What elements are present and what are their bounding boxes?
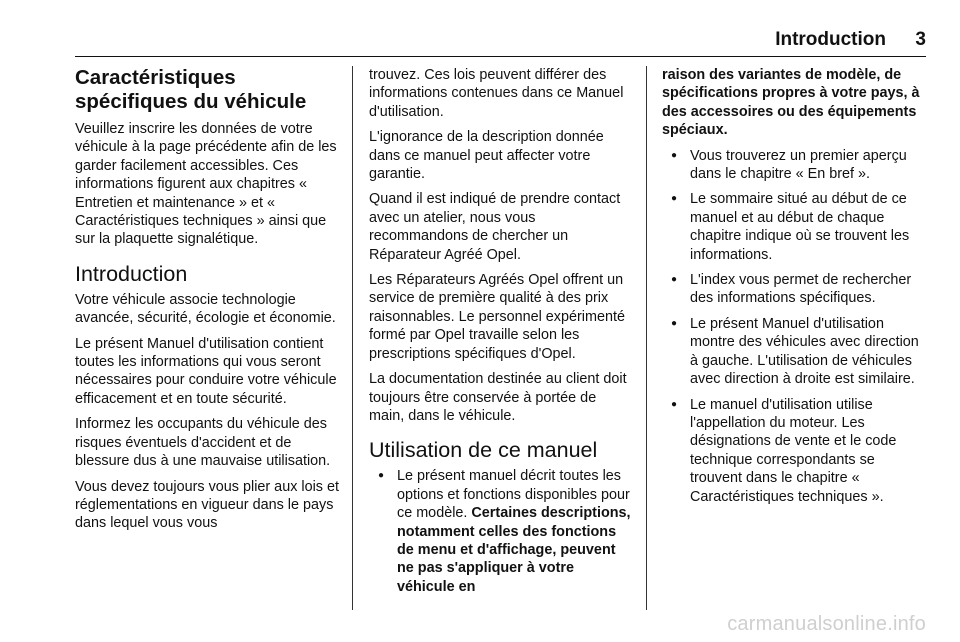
list-item: ● Le présent Manuel d'utilisation montre des véhicules avec direction à gauche. L'utilisation de véhicules avec direction à droite est similaire. [662,315,928,389]
paragraph: La documentation destinée au client doit toujours être conservée à portée de main, dans le véhicule. [369,371,627,424]
bullet-text-bold: Certaines descriptions, notamment celles des fonctions de menu et d'affichage, peuvent ne pas s'appliquer à votre véhicule en [397,505,631,595]
column-middle [369,66,635,603]
bullet-text: Le présent manuel décrit toutes les options et fonctions disponibles pour ce modèle. [397,468,630,522]
paragraph: Informez les occupants du véhicule des risques éventuels d'accident et de blessure dus à une mauvaise utilisation. [75,416,331,470]
running-title: Introduction [775,29,886,50]
list-item: ● Le sommaire situé au début de ce manuel et au début de chaque chapitre indique où se trouvent les informations. [662,190,928,264]
paragraph: Le présent Manuel d'utilisation contient toutes les informations qui vous seront nécessaires pour conduire votre véhicule efficacement et en toute sécurité. [75,335,337,407]
heading-caracteristiques: Caractéristiques spécifiques du véhicule [75,66,307,113]
column-divider [352,66,353,610]
header-rule [75,56,926,57]
column-divider [646,66,647,610]
paragraph: Veuillez inscrire les données de votre véhicule à la page précédente afin de les garder facilement accessibles. Ces informations figurent aux chapitres « Entretien et maintenance » et « Caractéristiques techniques » ainsi que sur la plaquette signalétique. [75,121,337,248]
column-left [75,66,341,540]
heading-utilisation: Utilisation de ce manuel [369,438,598,463]
paragraph: trouvez. Ces lois peuvent différer des informations contenues dans ce Manuel d'utilisation. [369,67,624,120]
page-number: 3 [915,29,926,50]
list-item [369,467,635,596]
paragraph: Votre véhicule associe technologie avancée, sécurité, écologie et économie. [75,291,336,327]
bullet-list [662,147,928,506]
paragraph: Les Réparateurs Agréés Opel offrent un service de première qualité à des prix raisonnables. Le personnel expérimenté formé par Opel travaille selon les prescriptions spécifiques d'Opel. [369,272,625,362]
list-item: ● Le manuel d'utilisation utilise l'appellation du moteur. Les désignations de vente et le code technique correspondants se trouvent dans le chapitre « Caractéristiques techniques ». [662,396,928,506]
list-item: ● L'index vous permet de rechercher des informations spécifiques. [662,271,928,308]
paragraph: Vous devez toujours vous plier aux lois et réglementations en vigueur dans le pays dans lequel vous vous [75,478,339,532]
paragraph: L'ignorance de la description donnée dans ce manuel peut affecter votre garantie. [369,129,604,183]
page-header [75,26,926,54]
bullet-list [369,467,635,596]
watermark: carmanualsonline.info [727,613,926,635]
heading-introduction: Introduction [75,261,188,286]
bullet-continuation: raison des variantes de modèle, de spécifications propres à votre pays, à des accessoires ou des équipements spéciaux. [662,67,920,139]
column-right [662,66,928,513]
list-item: ● Vous trouverez un premier aperçu dans le chapitre « En bref ». [662,147,928,184]
paragraph: Quand il est indiqué de prendre contact avec un atelier, nous vous recommandons de chercher un Réparateur Agréé Opel. [369,191,621,263]
